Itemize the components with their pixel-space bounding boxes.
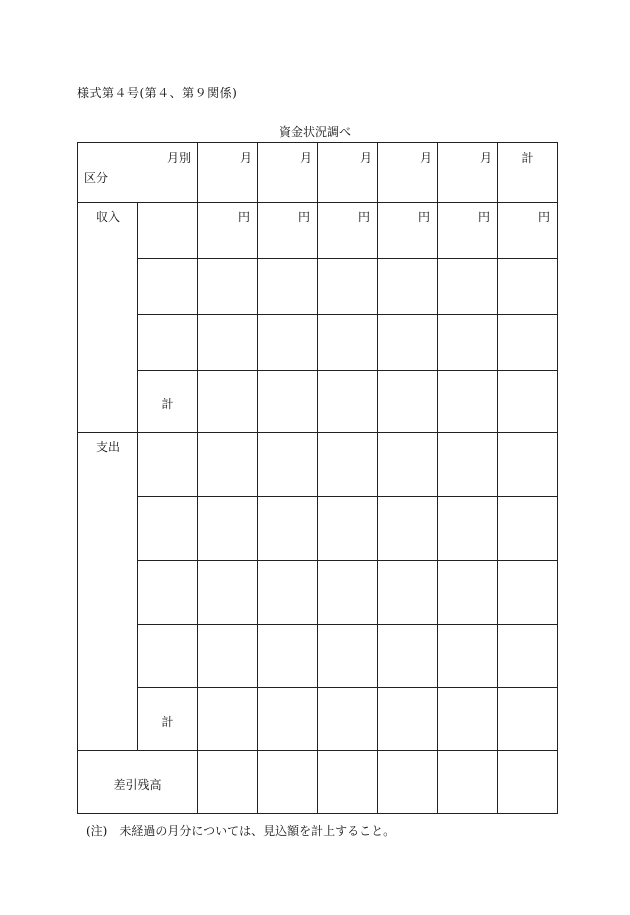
expense-row — [78, 625, 558, 688]
month-header: 月 — [438, 143, 498, 203]
month-header: 月 — [198, 143, 258, 203]
income-row — [78, 259, 558, 315]
amount-cell — [378, 688, 438, 751]
amount-cell — [378, 625, 438, 688]
income-subtotal-row — [78, 371, 558, 433]
income-subtotal-label-cell: 計 — [138, 371, 198, 433]
amount-cell — [498, 315, 558, 371]
item-cell — [138, 259, 198, 315]
amount-cell — [498, 751, 558, 814]
amount-cell — [498, 497, 558, 561]
balance-row — [78, 751, 558, 814]
income-row — [78, 203, 558, 259]
income-row — [78, 315, 558, 371]
amount-cell — [198, 688, 258, 751]
month-header: 月 — [258, 143, 318, 203]
category-label: 区分 — [84, 171, 109, 185]
expense-subtotal-label-cell: 計 — [138, 688, 198, 751]
amount-cell — [378, 371, 438, 433]
amount-cell — [198, 751, 258, 814]
amount-cell — [198, 497, 258, 561]
amount-cell — [438, 433, 498, 497]
amount-cell — [498, 259, 558, 315]
amount-cell — [318, 688, 378, 751]
amount-cell — [318, 433, 378, 497]
month-header: 月 — [318, 143, 378, 203]
item-cell — [138, 561, 198, 625]
fund-status-table — [77, 142, 558, 814]
amount-cell — [318, 315, 378, 371]
item-cell — [138, 497, 198, 561]
amount-cell: 円 — [498, 203, 558, 259]
amount-cell — [438, 371, 498, 433]
amount-cell — [198, 561, 258, 625]
amount-cell — [378, 751, 438, 814]
amount-cell — [318, 625, 378, 688]
balance-label-cell: 差引残高 — [78, 751, 198, 814]
expense-row — [78, 561, 558, 625]
month-header: 月 — [378, 143, 438, 203]
total-header: 計 — [498, 143, 558, 203]
item-cell — [138, 433, 198, 497]
amount-cell — [498, 433, 558, 497]
amount-cell — [378, 259, 438, 315]
amount-cell — [438, 497, 498, 561]
amount-cell — [198, 259, 258, 315]
amount-cell — [258, 315, 318, 371]
amount-cell — [198, 433, 258, 497]
amount-cell — [498, 625, 558, 688]
amount-cell — [498, 371, 558, 433]
item-cell — [138, 625, 198, 688]
amount-cell — [318, 371, 378, 433]
amount-cell — [438, 688, 498, 751]
amount-cell: 円 — [318, 203, 378, 259]
amount-cell — [438, 625, 498, 688]
amount-cell — [258, 688, 318, 751]
amount-cell — [318, 561, 378, 625]
amount-cell — [198, 315, 258, 371]
amount-cell: 円 — [378, 203, 438, 259]
amount-cell — [258, 625, 318, 688]
amount-cell — [438, 315, 498, 371]
amount-cell — [318, 259, 378, 315]
amount-cell — [378, 561, 438, 625]
amount-cell — [258, 433, 318, 497]
amount-cell — [378, 497, 438, 561]
footnote: (注) 未経過の月分については、見込額を計上すること。 — [86, 824, 396, 838]
expense-row — [78, 433, 558, 497]
item-cell — [138, 203, 198, 259]
form-number: 様式第４号(第４、第９関係) — [77, 86, 238, 100]
amount-cell — [258, 497, 318, 561]
expense-subtotal-row — [78, 688, 558, 751]
expense-row — [78, 497, 558, 561]
amount-cell — [318, 751, 378, 814]
expense-label-cell: 支出 — [78, 433, 138, 751]
amount-cell — [258, 561, 318, 625]
amount-cell — [438, 751, 498, 814]
amount-cell — [258, 751, 318, 814]
amount-cell — [258, 371, 318, 433]
corner-cell — [78, 143, 198, 203]
amount-cell — [318, 497, 378, 561]
amount-cell: 円 — [438, 203, 498, 259]
amount-cell — [498, 561, 558, 625]
amount-cell — [258, 259, 318, 315]
header-row — [78, 143, 558, 203]
amount-cell — [438, 259, 498, 315]
amount-cell — [378, 433, 438, 497]
income-label-cell: 収入 — [78, 203, 138, 433]
amount-cell — [438, 561, 498, 625]
amount-cell — [198, 371, 258, 433]
amount-cell — [498, 688, 558, 751]
month-division-label: 月別 — [166, 151, 191, 165]
amount-cell: 円 — [258, 203, 318, 259]
amount-cell — [198, 625, 258, 688]
amount-cell — [378, 315, 438, 371]
document-title: 資金状況調べ — [278, 125, 351, 139]
item-cell — [138, 315, 198, 371]
amount-cell: 円 — [198, 203, 258, 259]
